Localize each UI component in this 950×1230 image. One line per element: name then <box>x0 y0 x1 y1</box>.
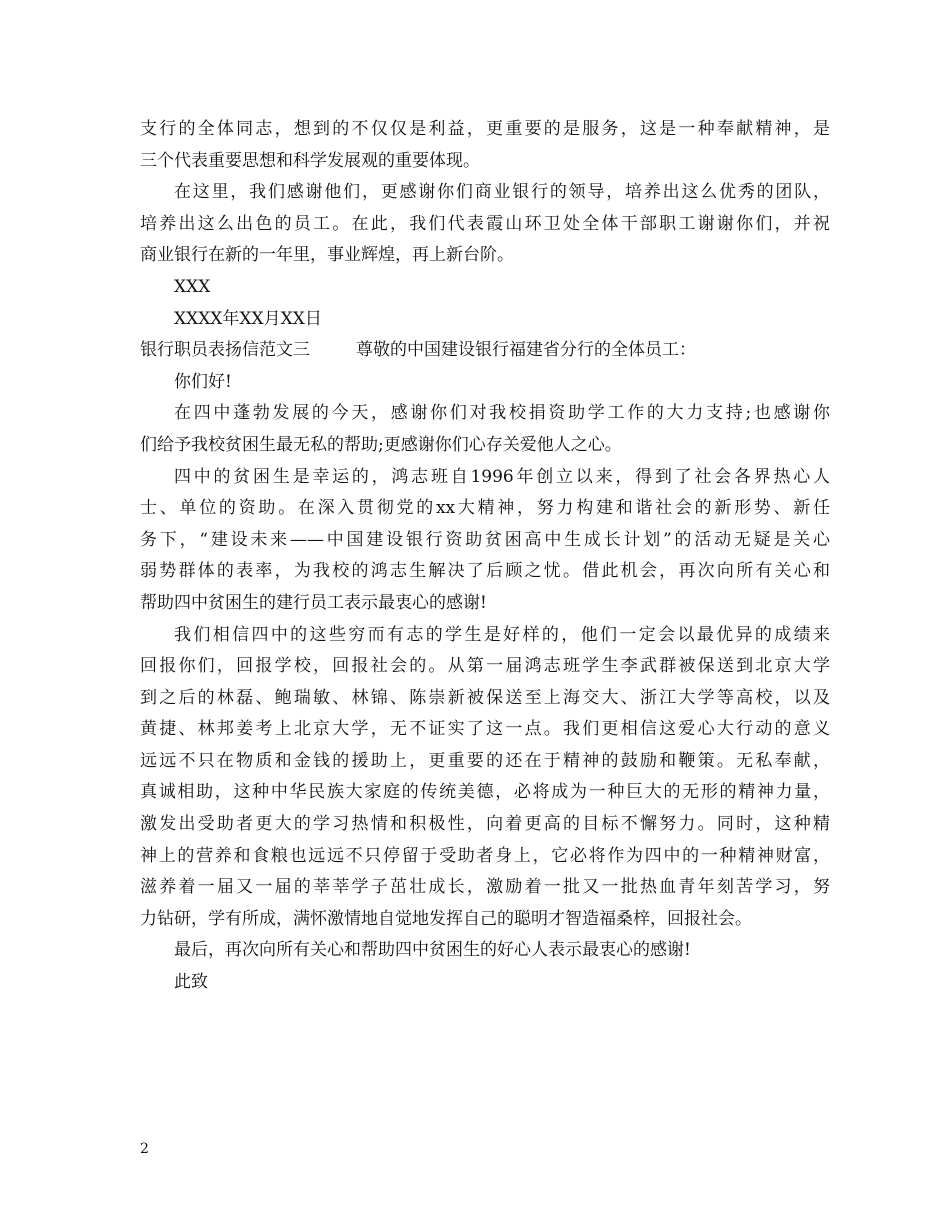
letter-title: 银行职员表扬信范文三 <box>140 340 310 361</box>
text-line: 滋养着一届又一届的莘莘学子茁壮成长，激励着一批又一批热血青年刻苦学习，努 <box>140 877 830 898</box>
text-line: 们给予我校贫困生最无私的帮助;更感谢你们心存关爱他人之心。 <box>140 434 622 455</box>
text-line: 三个代表重要思想和科学发展观的重要体现。 <box>140 150 480 171</box>
closing-line: 此致 <box>174 972 208 993</box>
letter-salutation: 尊敬的中国建设银行福建省分行的全体员工： <box>356 340 696 361</box>
text-line: 弱势群体的表率，为我校的鸿志生解决了后顾之忧。借此机会，再次向所有关心和 <box>140 561 830 582</box>
text-line: 黄捷、林邦姜考上北京大学，无不证实了这一点。我们更相信这爱心大行动的意义 <box>140 719 830 740</box>
text-line: 到之后的林磊、鲍瑞敏、林锦、陈崇新被保送至上海交大、浙江大学等高校，以及 <box>140 687 830 708</box>
text-line: 商业银行在新的一年里，事业辉煌，再上新台阶。 <box>140 245 514 266</box>
text-line: 务下，“建设未来——中国建设银行资助贫困高中生成长计划”的活动无疑是关心 <box>140 529 830 550</box>
text-line: 激发出受助者更大的学习热情和积极性，向着更高的目标不懈努力。同时，这种精 <box>140 814 830 835</box>
closing-thanks-line: 最后，再次向所有关心和帮助四中贫困生的好心人表示最衷心的感谢! <box>174 940 691 961</box>
text-line: 真诚相助，这种中华民族大家庭的传统美德，必将成为一种巨大的无形的精神力量， <box>140 782 830 803</box>
text-line: 回报你们，回报学校，回报社会的。从第一届鸿志班学生李武群被保送到北京大学 <box>140 656 830 677</box>
paragraph-start-line: 我们相信四中的这些穷而有志的学生是好样的，他们一定会以最优异的成绩来 <box>174 624 830 645</box>
greeting-line: 你们好! <box>174 371 232 392</box>
text-line: 力钻研，学有所成，满怀激情地自觉地发挥自己的聪明才智造福桑梓，回报社会。 <box>140 908 752 929</box>
text-line: 培养出这么出色的员工。在此，我们代表霞山环卫处全体干部职工谢谢你们，并祝 <box>140 213 830 234</box>
text-line: 士、单位的资助。在深入贯彻党的xx大精神，努力构建和谐社会的新形势、新任 <box>140 498 830 519</box>
text-line: 远远不只在物质和金钱的援助上，更重要的还在于精神的鼓励和鞭策。无私奉献， <box>140 750 830 771</box>
paragraph-start-line: 在这里，我们感谢他们，更感谢你们商业银行的领导，培养出这么优秀的团队， <box>174 182 830 203</box>
page-number: 2 <box>140 1141 149 1157</box>
signature-name: XXX <box>174 276 211 297</box>
paragraph-start-line: 四中的贫困生是幸运的，鸿志班自1996年创立以来，得到了社会各界热心人 <box>174 466 830 487</box>
text-line: 神上的营养和食粮也远远不只停留于受助者身上，它必将作为四中的一种精神财富， <box>140 845 830 866</box>
paragraph-start-line: 在四中蓬勃发展的今天，感谢你们对我校捐资助学工作的大力支持;也感谢你 <box>174 403 830 424</box>
text-line: 帮助四中贫困生的建行员工表示最衷心的感谢! <box>140 592 487 613</box>
text-line: 支行的全体同志，想到的不仅仅是利益，更重要的是服务，这是一种奉献精神，是 <box>140 119 830 139</box>
signature-date: XXXX年XX月XX日 <box>174 308 322 329</box>
document-body <box>140 114 830 999</box>
letter-heading-line <box>140 335 830 367</box>
